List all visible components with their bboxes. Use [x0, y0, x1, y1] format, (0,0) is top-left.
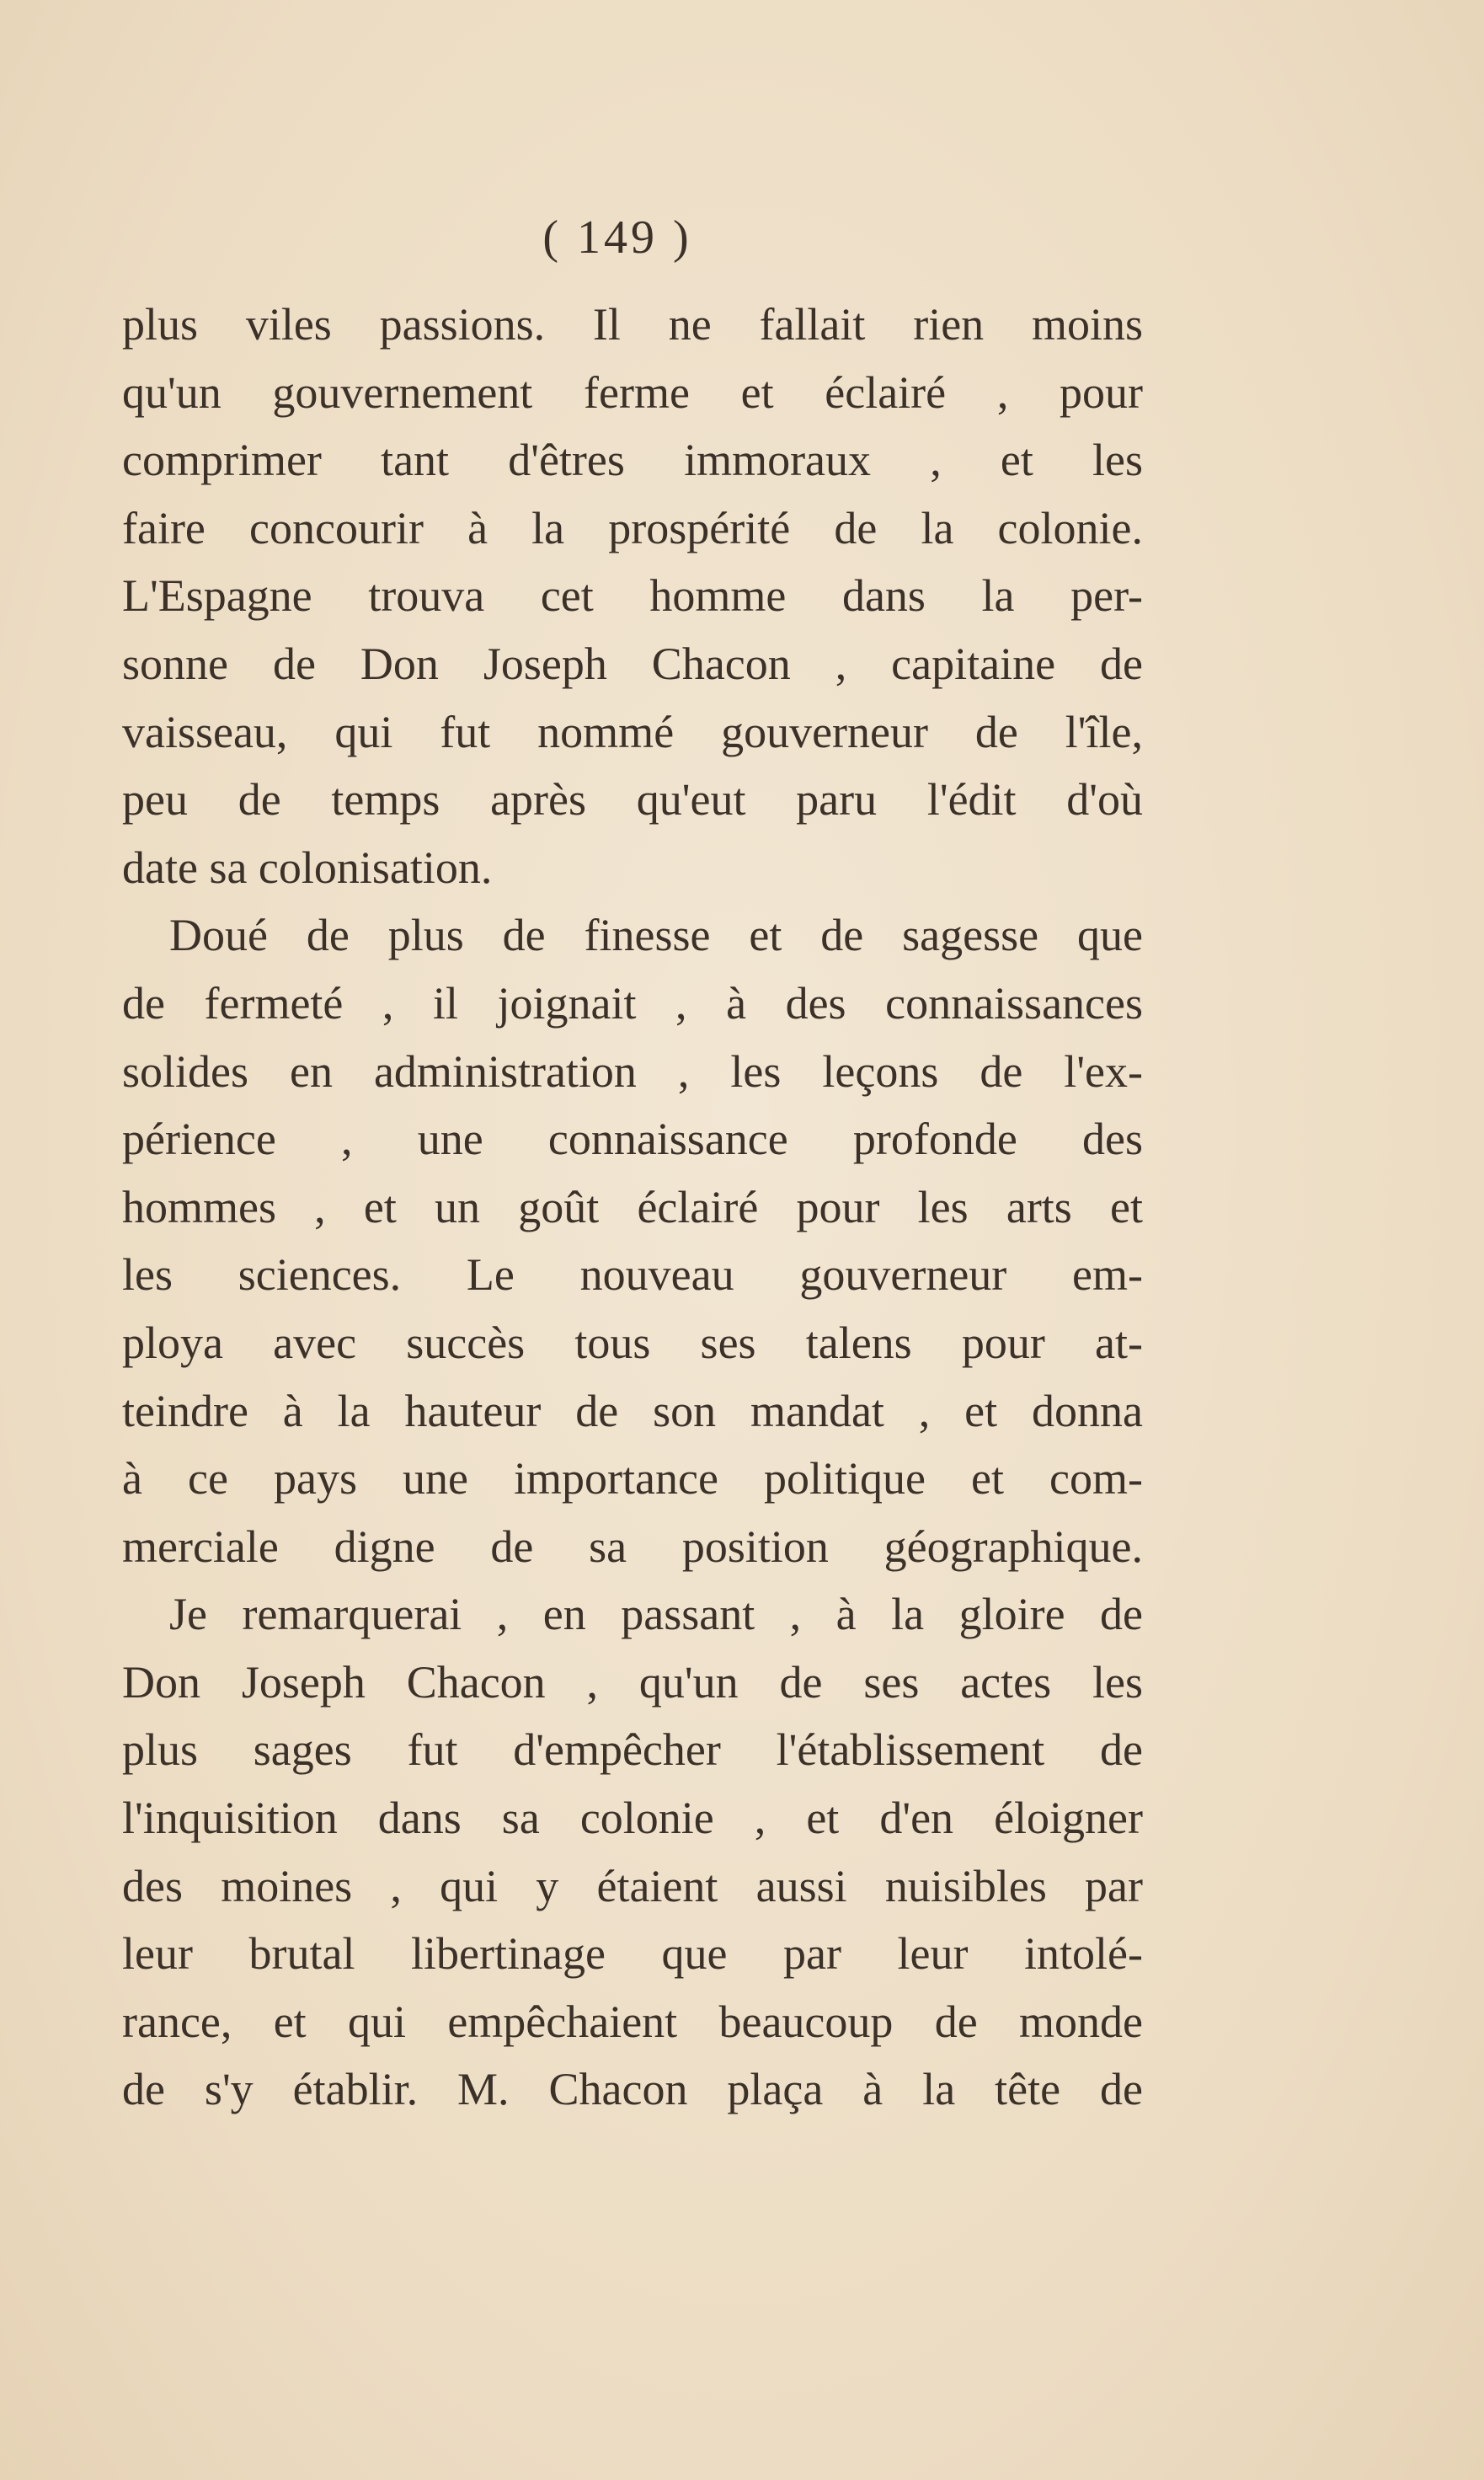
text-line: date sa colonisation.	[122, 842, 493, 893]
text-line: hommes , et un goût éclairé pour les arts et	[122, 1181, 1143, 1232]
text-line: Je remarquerai , en passant , à la gloire de	[169, 1589, 1143, 1640]
text-line: les sciences. Le nouveau gouverneur em-	[122, 1249, 1143, 1301]
text-line: vaisseau, qui fut nommé gouverneur de l'île,	[122, 706, 1143, 757]
text-line: de s'y établir. M. Chacon plaça à la tête de	[122, 2064, 1143, 2115]
text-line: plus viles passions. Il ne fallait rien moins	[122, 299, 1143, 350]
text-line: l'inquisition dans sa colonie , et d'en éloigner	[122, 1793, 1143, 1844]
text-line: teindre à la hauteur de son mandat , et donna	[122, 1385, 1143, 1436]
text-line: merciale digne de sa position géographique.	[122, 1521, 1143, 1572]
text-line: peu de temps après qu'eut paru l'édit d'où	[122, 774, 1143, 826]
text-line: Doué de plus de finesse et de sagesse que	[169, 910, 1143, 961]
text-line: plus sages fut d'empêcher l'établissement de	[122, 1724, 1143, 1776]
text-line: leur brutal libertinage que par leur intolé-	[122, 1928, 1143, 1980]
text-line: qu'un gouvernement ferme et éclairé , pour	[122, 366, 1143, 418]
text-line: L'Espagne trouva cet homme dans la per-	[122, 570, 1143, 622]
page-number: ( 149 )	[542, 211, 692, 264]
text-line: sonne de Don Joseph Chacon , capitaine de	[122, 638, 1143, 689]
body-text	[122, 291, 1143, 2124]
text-line: solides en administration , les leçons de l'ex-	[122, 1045, 1143, 1097]
text-line: ploya avec succès tous ses talens pour at-	[122, 1317, 1143, 1368]
text-line: rance, et qui empêchaient beaucoup de monde	[122, 1996, 1143, 2047]
text-line: de fermeté , il joignait , à des connaissances	[122, 977, 1143, 1029]
text-line: des moines , qui y étaient aussi nuisibles par	[122, 1860, 1143, 1911]
text-line: comprimer tant d'êtres immoraux , et les	[122, 435, 1143, 486]
text-line: Don Joseph Chacon , qu'un de ses actes les	[122, 1656, 1143, 1708]
text-line: faire concourir à la prospérité de la colonie.	[122, 502, 1143, 553]
text-line: périence , une connaissance profonde des	[122, 1114, 1143, 1165]
text-line: à ce pays une importance politique et com-	[122, 1453, 1143, 1505]
